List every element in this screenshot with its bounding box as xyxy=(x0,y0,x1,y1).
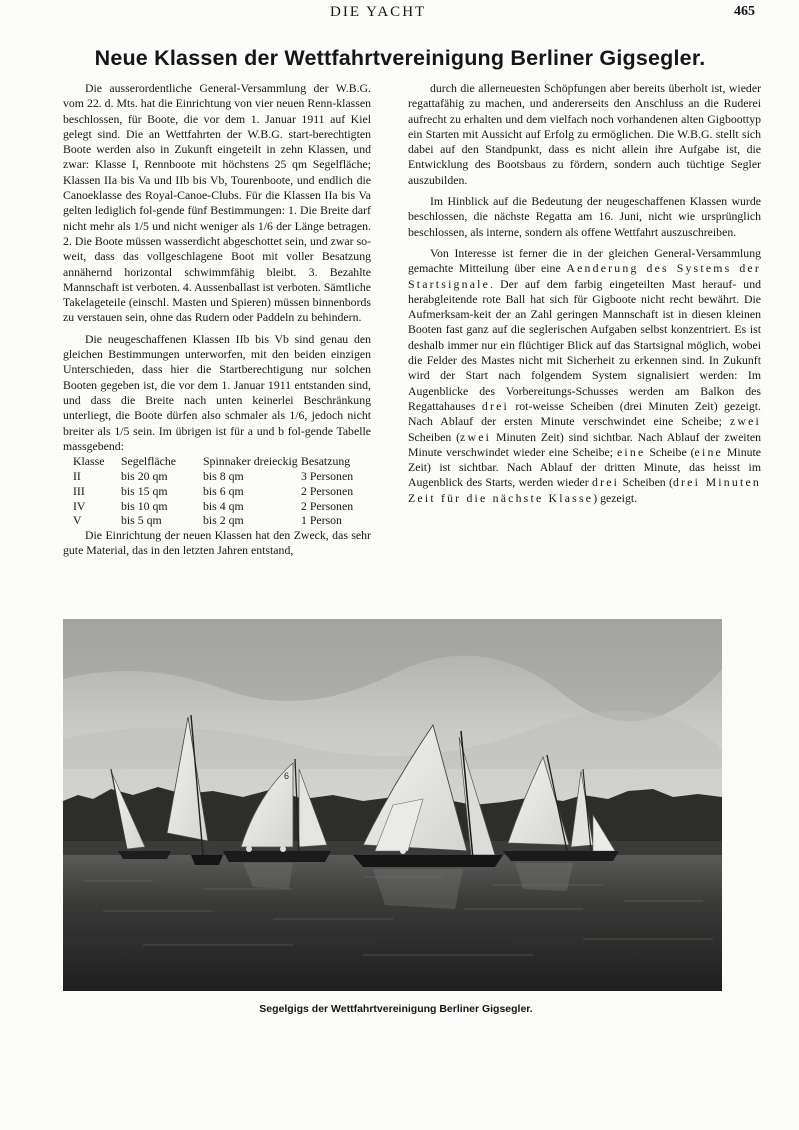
table-row xyxy=(63,499,371,514)
spaced-text: zwei xyxy=(729,414,761,429)
text-run: ) gezeigt. xyxy=(593,490,638,505)
page-number: 465 xyxy=(734,4,755,19)
text-run: Minuten Zeit) sind sichtbar. Nach Ablauf der zweiten Minute verschwindet wieder eine Scheibe; xyxy=(408,429,762,459)
spaced-text: Aenderung des Systems der Startsignale xyxy=(408,261,761,291)
text-run: Minute Zeit) ist sichtbar. Nach Ablauf der dritten Minute, das heisst im Augenblick des Starts, werden wieder xyxy=(408,444,762,490)
table-header: Spinnaker dreieckig xyxy=(203,454,298,469)
class-table xyxy=(63,454,371,528)
table-row xyxy=(63,513,371,528)
table-header: Klasse xyxy=(73,454,105,469)
running-title: DIE YACHT xyxy=(330,4,427,20)
text-run: . Der auf dem farbig eingeteilten Mast herauf- und herabgleitende rote Ball hat sich für Gigboote nicht recht bewährt. Die Aufmerksam-keit der an Zahl geringen Mannschaft ist in diesen kleinen Booten fast ganz auf die seglerischen Aufgaben selbst konzentriert. Es ist deshalb immer nur ein flüchtiger Blick auf das Startsignal möglich, wobei die Felder des Mastes nicht mit Sicherheit zu erkennen sind. In Zukunft wird der Start nach folgendem System signalisiert werden: Im Augenblicke des Vorbereitungs-Schusses werden am Balkon des Regattahauses xyxy=(408,276,761,413)
running-header xyxy=(0,2,799,24)
table-cell: 2 Personen xyxy=(301,498,354,513)
spaced-text: drei xyxy=(481,398,509,413)
paragraph: Im Hinblick auf die Bedeutung der neugeschaffenen Klassen wurde beschlossen, die nächste Regatta am 16. Juni, nicht wie ursprünglich beschlossen, als interne, sondern als offene Wettfahrt auszuschreiben. xyxy=(408,194,761,239)
table-header-row xyxy=(63,454,371,469)
table-cell: 2 Personen xyxy=(301,483,354,498)
spaced-text: eine xyxy=(694,444,723,459)
paragraph xyxy=(408,246,761,506)
table-cell: bis 10 qm xyxy=(121,498,168,513)
text-run: Scheiben ( xyxy=(408,429,461,444)
table-cell: bis 15 qm xyxy=(121,483,168,498)
table-cell: III xyxy=(73,483,85,498)
table-cell: bis 4 qm xyxy=(203,498,244,513)
table-cell: bis 5 qm xyxy=(121,513,162,528)
article-title: Neue Klassen der Wettfahrtvereinigung Berliner Gigsegler. xyxy=(94,46,706,70)
spaced-text: zwei xyxy=(460,429,492,444)
table-cell: IV xyxy=(73,498,86,513)
table-cell: 1 Person xyxy=(301,513,342,528)
table-cell: bis 8 qm xyxy=(203,468,244,483)
table-cell: bis 6 qm xyxy=(203,483,244,498)
text-run: Scheibe ( xyxy=(645,444,695,459)
photo-caption: Segelgigs der Wettfahrtvereinigung Berliner Gigsegler. xyxy=(259,1003,533,1015)
paragraph: Die ausserordentliche General-Versammlung der W.B.G. vom 22. d. Mts. hat die Einrichtung von vier neuen Renn-klassen beschlossen, für Boote, die vor dem 1. Januar 1911 auf Kiel gelegt sind. Die an Wettfahrten der W.B.G. start-berechtigten Boote werden also in Zukunft eingeteilt in zehn Klassen, und zwar: Klasse I, Rennboote mit höchstens 25 qm Segelfläche; Klassen IIa bis Va und IIb bis Vb, Tourenboote, und endlich die Canoeklasse des Royal-Canoe-Clubs. Für die Klassen IIa bis Va gelten lediglich fol-gende fünf Bestimmungen: 1. Die Breite darf nicht mehr als 1/5 und nicht weniger als 1/6 der Länge betragen. 2. Die Boote müssen wasserdicht abgeschottet sein, und zwar so-weit, dass das vollgeschlagene Boot mit voller Besatzung annähernd horizontal schwimmfähig bleibt. 3. Bezahlte Mannschaft ist verboten. 4. Aussenballast ist verboten. Sämtliche Takelageteile (einschl. Masten und Spieren) müssen binnenbords zu verstauen sein, ohne das Rudern oder Paddeln zu behindern. xyxy=(63,81,371,325)
table-header: Segelfläche xyxy=(121,454,177,469)
text-run: rot-weisse Scheiben (drei Minuten Zeit) gezeigt. Nach Ablauf der ersten Minute verschwindet eine Scheibe; xyxy=(408,398,761,429)
paragraph: Die Einrichtung der neuen Klassen hat den Zweck, das sehr gute Material, das in den letzten Jahren entstand, xyxy=(63,528,371,558)
paragraph: Die neugeschaffenen Klassen IIb bis Vb sind genau den gleichen Bestimmungen unterworfen, mit den beiden einzigen Unterschieden, dass hier die Startberechtigung nur solchen Booten gegeben ist, die vor dem 1. Januar 1911 entstanden sind, und dass die Breite nach unten keinerlei Beschränkung unterliegt, die Boote dürfen also schmaler als 1/6, jedoch nicht breiter als 1/5 sein. Im übrigen ist für a und b fol-gende Tabelle massgebend: xyxy=(63,331,371,453)
table-row xyxy=(63,469,371,484)
table-cell: 3 Personen xyxy=(301,468,354,483)
text-run: Von Interesse ist ferner die in der gleichen General-Versammlung gemachte Mitteilung über eine xyxy=(408,245,761,276)
paragraph: durch die allerneuesten Schöpfungen aber bereits überholt ist, wieder regattafähig zu machen, und andererseits den Anschluss an die Ruderei aufrecht zu erhalten und dem vielfach noch vorhandenen alten Gigboottyp ein Starten mit Aussicht auf Erfolg zu ermöglichen. Die W.B.G. stellt sich dabei auf den Standpunkt, dass es nicht allein ihre Aufgabe ist, die Entwicklung des Bootsbaus zu fördern, sondern auch tüchtige Segler auszubilden. xyxy=(408,81,761,187)
sail-number: 6 xyxy=(284,771,290,781)
table-cell: V xyxy=(73,513,82,528)
text-run: Scheiben ( xyxy=(619,475,673,490)
photo-svg xyxy=(63,619,722,991)
table-header: Besatzung xyxy=(301,454,351,469)
table-cell: bis 20 qm xyxy=(121,468,168,483)
sailing-photo xyxy=(63,619,722,991)
table-cell: bis 2 qm xyxy=(203,513,244,528)
spaced-text: drei Minuten Zeit für die nächste Klasse xyxy=(408,475,761,505)
table-row xyxy=(63,484,371,499)
table-cell: II xyxy=(73,468,81,483)
spaced-text: drei xyxy=(592,475,620,490)
left-column xyxy=(63,81,371,559)
right-column xyxy=(408,81,761,506)
spaced-text: eine xyxy=(616,444,646,459)
